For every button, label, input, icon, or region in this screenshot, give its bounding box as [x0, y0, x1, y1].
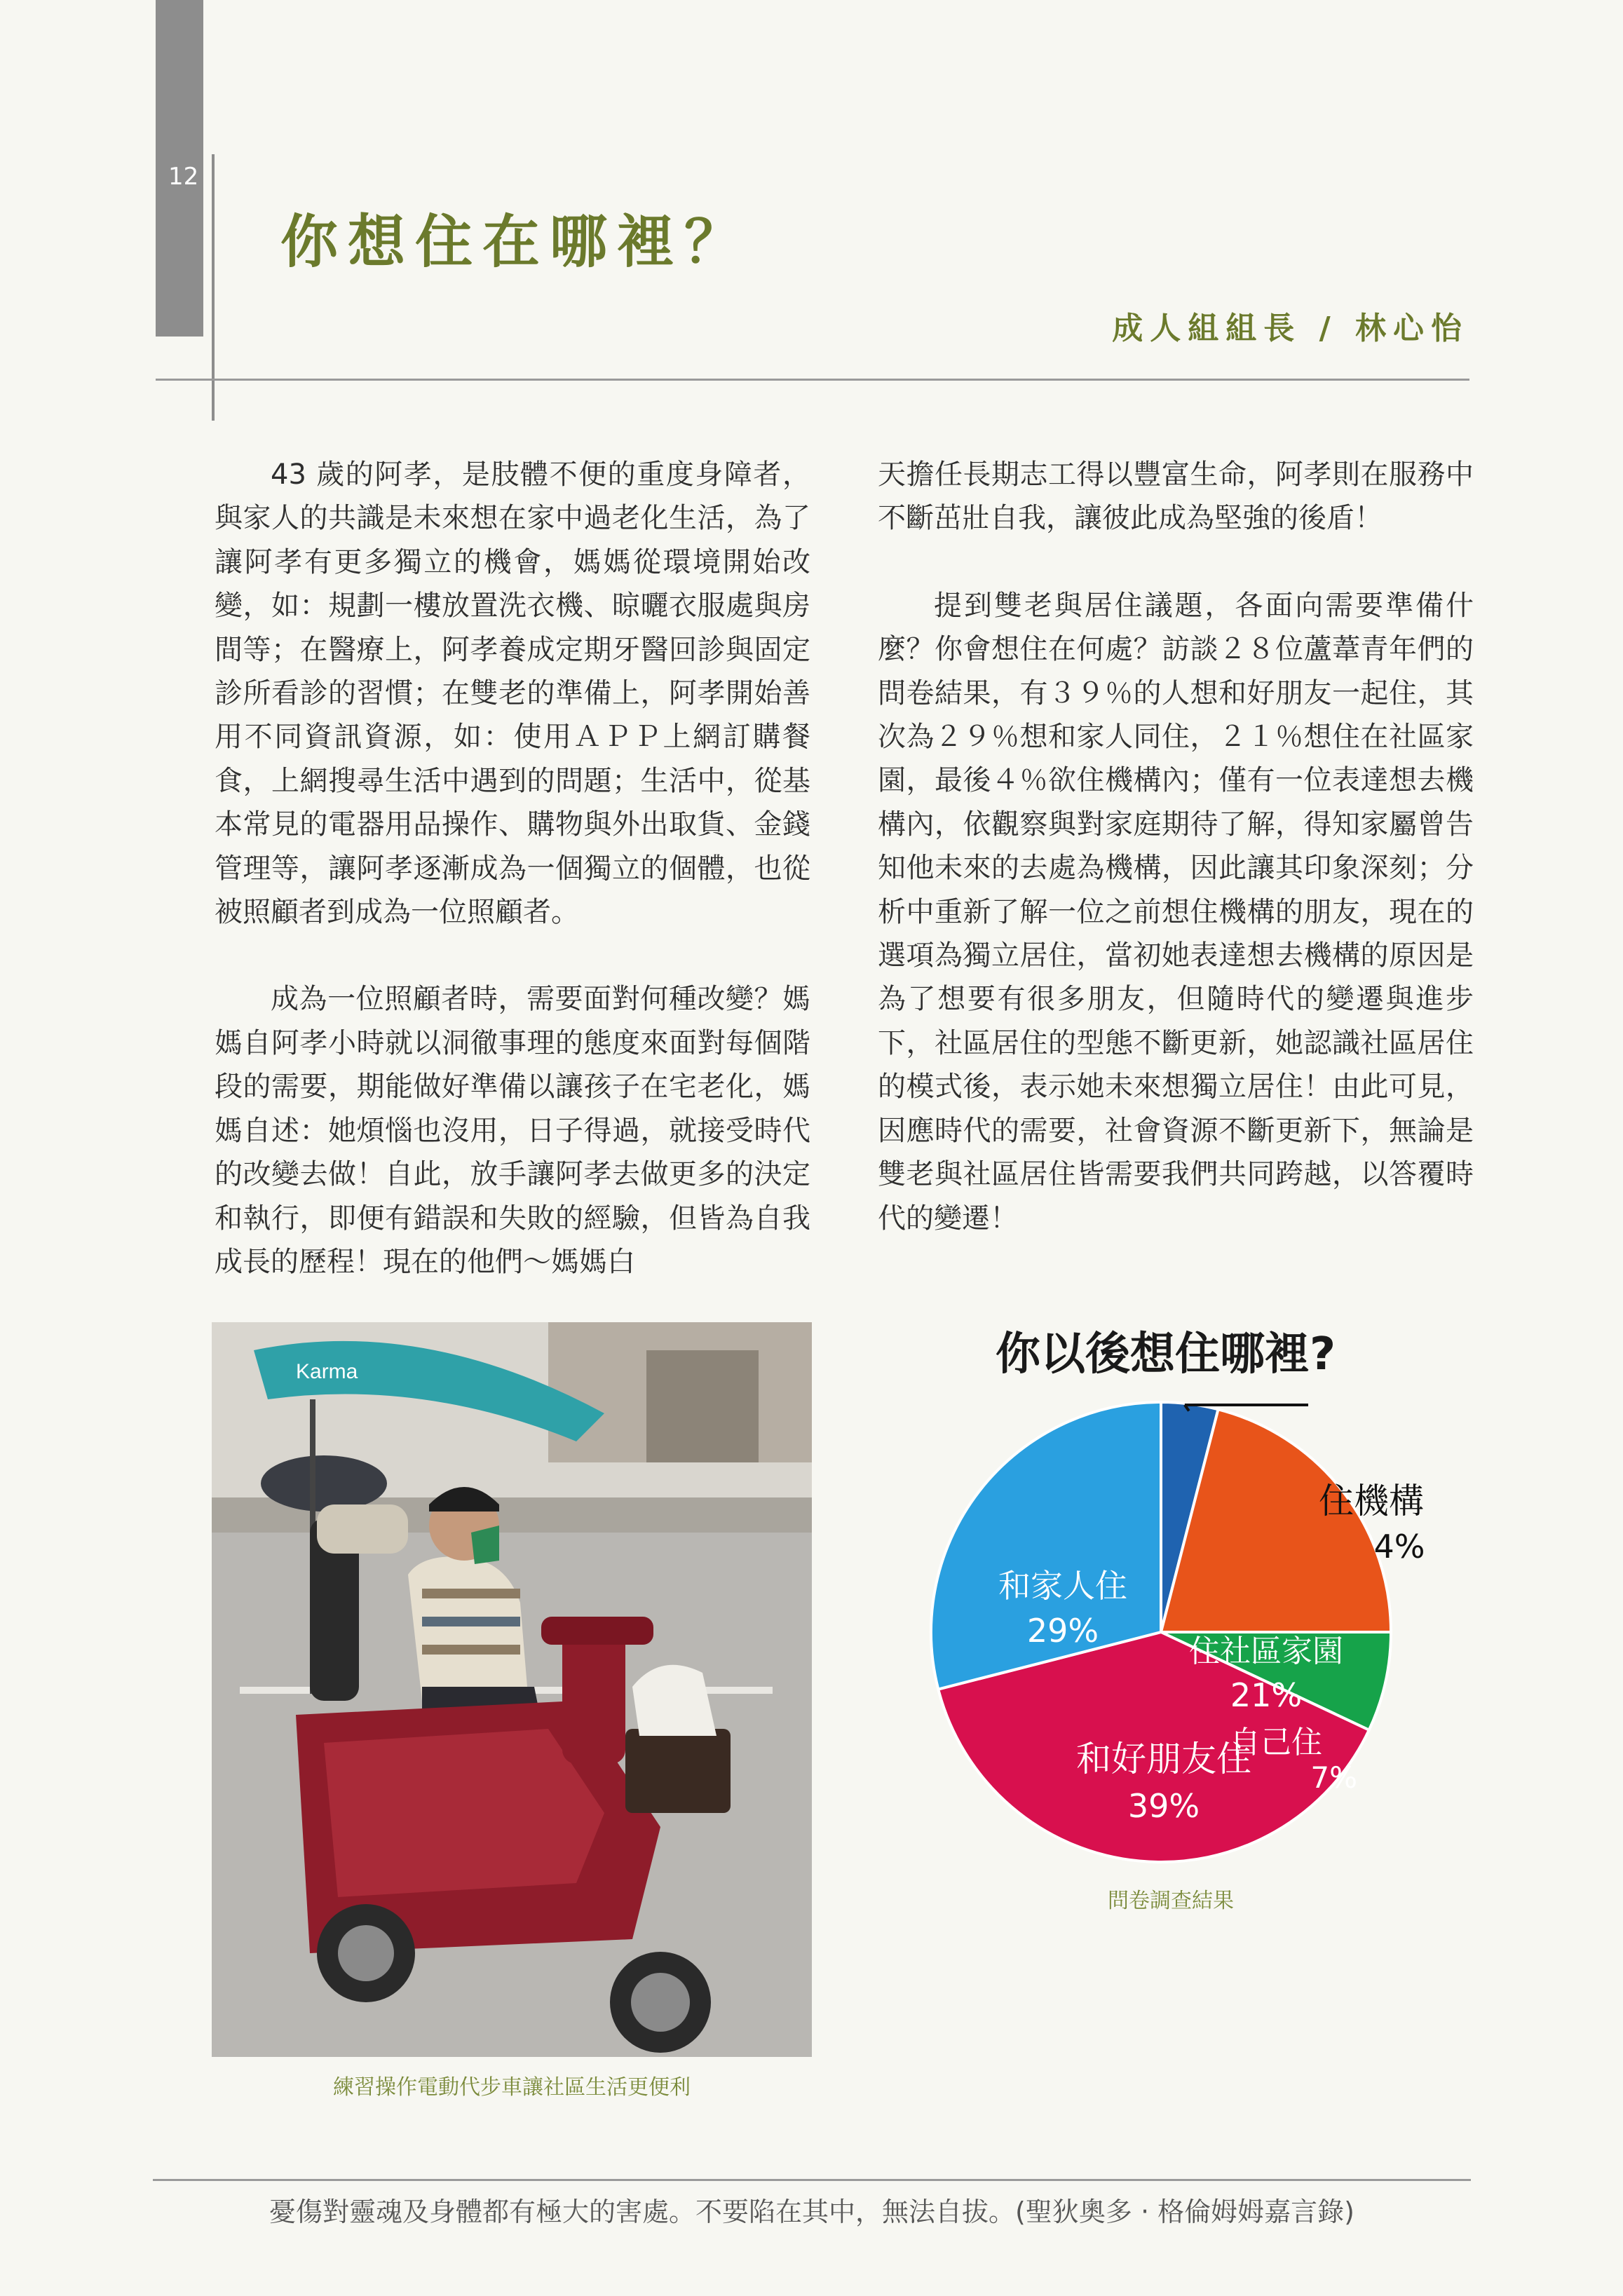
- scooter-photo-illustration: [212, 1322, 812, 2057]
- article-paragraph: 成為一位照顧者時，需要面對何種改變？媽媽自阿孝小時就以洞徹事理的態度來面對每個階段的需要，期能做好準備以讓孩子在宅老化，媽媽自述：她煩惱也沒用，日子得過，就接受時代的改變去做！自此，放手讓阿孝去做更多的決定和執行，即便有錯誤和失敗的經驗，但皆為自我成長的歷程！現在的他們～媽媽白: [215, 983, 810, 1278]
- article-paragraph: 天擔任長期志工得以豐富生命，阿孝則在服務中不斷茁壯自我，讓彼此成為堅強的後盾！: [878, 458, 1474, 535]
- slice-label: 住機構: [1319, 1481, 1424, 1521]
- scooter-photo: [212, 1322, 812, 2057]
- chart-caption: 問卷調查結果: [1108, 1889, 1234, 1913]
- article-right-column: [878, 453, 1474, 1240]
- umbrella-brand-text: Karma: [296, 1360, 358, 1383]
- header-vertical-rule: [212, 154, 215, 421]
- slice-label: 和家人住: [998, 1567, 1127, 1605]
- page-title: 你想住在哪裡？: [280, 209, 752, 276]
- footer-quote: 憂傷對靈魂及身體都有極大的害處。不要陷在其中，無法自拔。(聖狄奧多 ‧ 格倫姆姆嘉言錄): [269, 2196, 1354, 2227]
- pie-chart: [911, 1388, 1425, 1879]
- footer-divider: [153, 2179, 1471, 2181]
- photo-caption: 練習操作電動代步車讓社區生活更便利: [333, 2075, 691, 2100]
- page-number: 12: [168, 163, 199, 191]
- header-divider: [156, 379, 1469, 381]
- slice-label: 自己住: [1230, 1725, 1322, 1760]
- slice-label: 住社區家園: [1189, 1633, 1343, 1669]
- article-paragraph: 提到雙老與居住議題，各面向需要準備什麼？你會想住在何處？訪談２８位蘆葦青年們的問卷結果，有３９％的人想和好朋友一起住，其次為２９％想和家人同住，２１％想住在社區家園，最後４％欲住機構內；僅有一位表達想去機構內，依觀察與對家庭期待了解，得知家屬曾告知他未來的去處為機構，因此讓其印象深刻；分析中重新了解一位之前想住機構的朋友，現在的選項為獨立居住，當初她表達想去機構的原因是為了想要有很多朋友，但隨時代的變遷與進步下，社區居住的型態不斷更新，她認識社區居住的模式後，表示她未來想獨立居住！由此可見，因應時代的需要，社會資源不斷更新下，無論是雙老與社區居住皆需要我們共同跨越，以答覆時代的變遷！: [878, 589, 1474, 1235]
- article-left-column: [215, 453, 810, 1284]
- slice-value-label: 21%: [1230, 1676, 1303, 1714]
- slice-value-label: 4%: [1373, 1528, 1425, 1565]
- article-paragraph: 43 歲的阿孝，是肢體不便的重度身障者，與家人的共識是未來想在家中過老化生活，為了讓阿孝有更多獨立的機會，媽媽從環境開始改變，如：規劃一樓放置洗衣機、晾曬衣服處與房間等；在醫療上，阿孝養成定期牙醫回診與固定診所看診的習慣；在雙老的準備上，阿孝開始善用不同資訊資源，如：使用ＡＰＰ上網訂購餐食，上網搜尋生活中遇到的問題；生活中，從基本常見的電器用品操作、購物與外出取貨、金錢管理等，讓阿孝逐漸成為一個獨立的個體，也從被照顧者到成為一位照顧者。: [215, 458, 810, 929]
- slice-value-label: 7%: [1310, 1760, 1357, 1795]
- slice-value-label: 39%: [1127, 1787, 1200, 1825]
- author-byline: 成人組組長 / 林心怡: [1112, 311, 1469, 346]
- slice-value-label: 29%: [1026, 1612, 1099, 1650]
- chart-title: 你以後想住哪裡?: [996, 1329, 1336, 1380]
- slice-label: 和好朋友住: [1076, 1739, 1251, 1779]
